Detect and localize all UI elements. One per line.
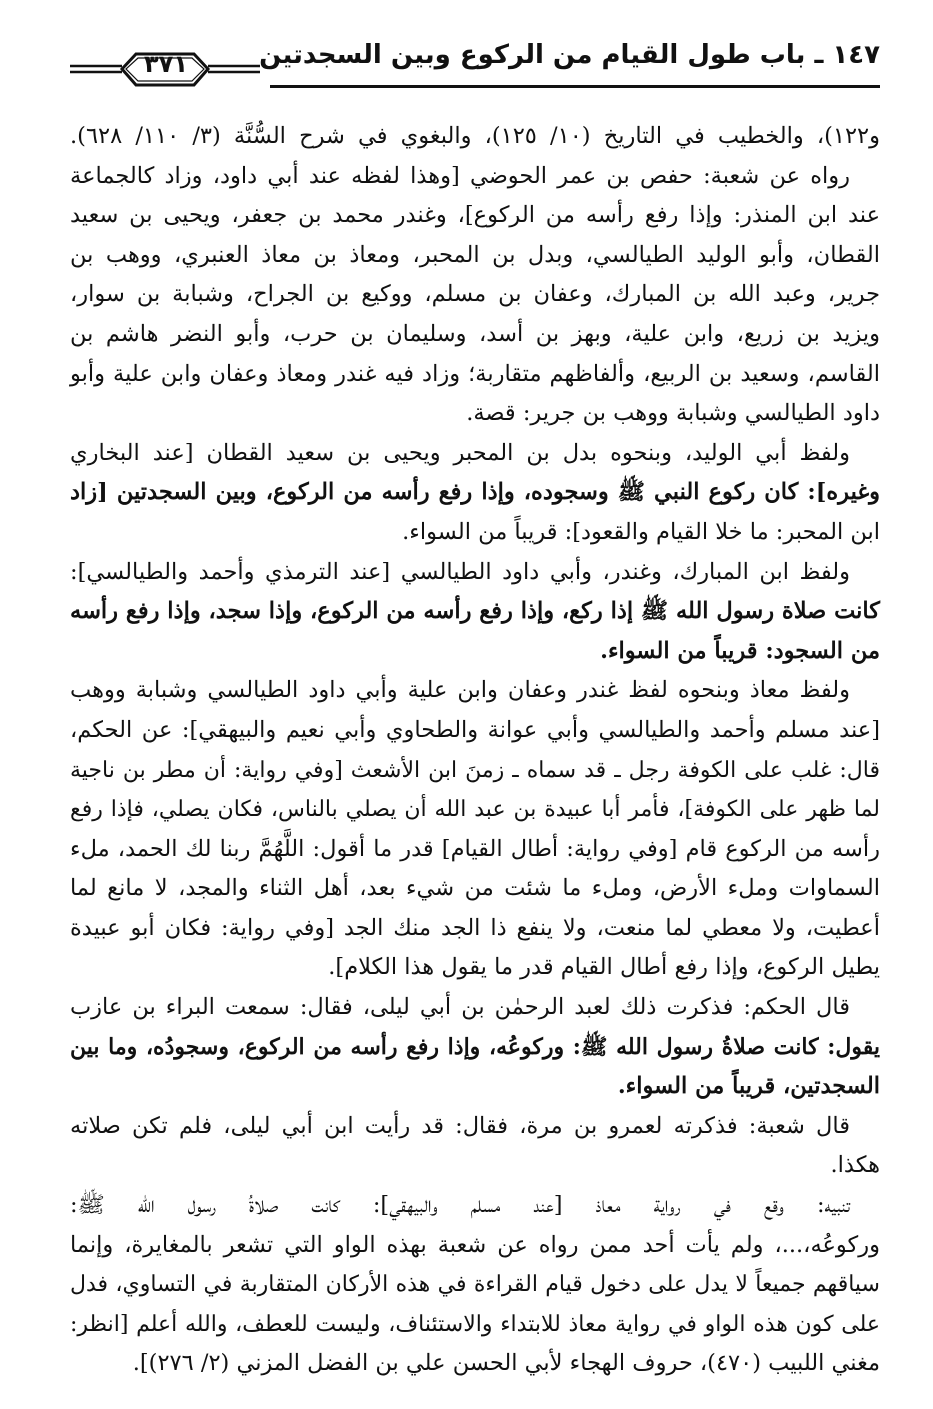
- text-line: هكذا.: [830, 1152, 880, 1179]
- note-line: سياقهم جميعاً لا يدل على دخول قيام القراءة في هذه الأركان المتقاربة في التساوي، فدل: [70, 1272, 880, 1298]
- text-line: قال الحكم: فذكرت ذلك لعبد الرحمٰن بن أبي ليلى، فقال: سمعت البراء بن عازب: [70, 994, 850, 1021]
- text-line: وغيره]: كان ركوع النبي ﷺ وسجوده، وإذا رفع رأسه من الركوع، وبين السجدتين [زاد: [70, 479, 880, 506]
- text-line: أعطيت، ولا معطي لما منعت، ولا ينفع ذا الجد منك الجد [وفي رواية: فكان أبو عبيدة: [70, 914, 880, 941]
- text-line: كانت صلاة رسول الله ﷺ إذا ركع، وإذا رفع رأسه من الركوع، وإذا سجد، وإذا رفع رأسه: [70, 598, 880, 625]
- note-line: على كون هذه الواو في رواية معاذ للابتداء والاستئناف، وليست للعطف، والله أعلم [انظر:: [70, 1311, 880, 1337]
- text-line: يطيل الركوع، وإذا رفع أطال القيام قدر ما يقول هذا الكلام].: [328, 954, 880, 981]
- text-line: لما ظهر على الكوفة]، فأمر أبا عبيدة بن عبد الله أن يصلي بالناس، فكان يصلي، فإذا رفع: [70, 797, 880, 823]
- text-line: القاسم، وسعيد بن الربيع، وألفاظهم متقاربة؛ وزاد فيه غندر ومعاذ وعفان وابن علية وأبو: [70, 360, 880, 387]
- note-line: مغني اللبيب (٤٧٠)، حروف الهجاء لأبي الحسن علي بن الفضل المزني (٢/ ٢٧٦)].: [132, 1350, 880, 1377]
- text-line: ابن المحبر: ما خلا القيام والقعود]: قريباً من السواء.: [402, 518, 880, 545]
- text-line: قال: غلب على الكوفة رجل ـ قد سماه ـ زمنَ ابن الأشعث [وفي رواية: أن مطر بن ناجية: [70, 757, 880, 783]
- text-line: ولفظ أبي الوليد، وبنحوه بدل بن المحبر ويحيى بن سعيد القطان [عند البخاري: [70, 439, 850, 466]
- header-rule: [270, 85, 880, 88]
- text-line: ولفظ ابن المبارك، وغندر، وأبي داود الطيالسي [عند الترمذي وأحمد والطيالسي]:: [70, 558, 850, 585]
- text-line: ويزيد بن زريع، وابن علية، وبهز بن أسد، وسليمان بن حرب، وأبو النضر هاشم بن: [70, 320, 880, 347]
- note-line: وركوعُه،...، ولم يأت أحد ممن رواه عن شعبة بهذه الواو التي تشعر بالمغايرة، وإنما: [70, 1231, 880, 1258]
- text-line: السجدتين، قريباً من السواء.: [617, 1073, 880, 1100]
- text-line: و١٢٢)، والخطيب في التاريخ (١٠/ ١٢٥)، والبغوي في شرح السُّنَّة (٣/ ١١٠/ ٦٢٨).: [70, 123, 881, 149]
- text-line: قال شعبة: فذكرته لعمرو بن مرة، فقال: قد رأيت ابن أبي ليلى، فلم تكن صلاته: [70, 1112, 850, 1139]
- text-line: يقول: كانت صلاةُ رسول الله ﷺ: وركوعُه، وإذا رفع رأسه من الركوع، وسجودُه، وما بين: [70, 1033, 880, 1060]
- text-line: رأسه من الركوع قام [وفي رواية: أطال القيام] قدر ما أقول: اللَّهُمَّ ربنا لك الحمد، ملء: [70, 835, 880, 862]
- text-line: داود الطيالسي وشبابة ووهب بن جرير: قصة.: [466, 400, 880, 427]
- text-line: رواه عن شعبة: حفص بن عمر الحوضي [وهذا لفظه عند أبي داود، وزاد كالجماعة: [70, 162, 850, 189]
- text-line: القطان، وأبو الوليد الطيالسي، وبدل بن المحبر، ومعاذ بن معاذ العنبري، ووهب بن: [70, 241, 880, 268]
- text-line: [عند مسلم وأحمد والطيالسي وأبي عوانة والطحاوي وأبي نعيم والبيهقي]: عن الحكم،: [70, 716, 880, 743]
- text-line: عند ابن المنذر: وإذا رفع رأسه من الركوع]، وغندر محمد بن جعفر، ويحيى بن سعيد: [70, 202, 880, 229]
- chapter-title: ١٤٧ ـ باب طول القيام من الركوع وبين السجدتين: [259, 40, 880, 70]
- text-line: من السجود: قريباً من السواء.: [600, 637, 880, 664]
- text-line: جرير، وعبد الله بن المبارك، وعفان بن مسلم، ووكيع بن الجراح، وشبابة بن سوار،: [70, 281, 880, 308]
- page-number: ٣٧١: [144, 50, 188, 78]
- text-line: ولفظ معاذ وبنحوه لفظ غندر وعفان وابن علية وأبي داود الطيالسي وشبابة ووهب: [70, 677, 850, 704]
- text-line: السماوات وملء الأرض، وملء ما شئت من شيء بعد، أهل الثناء والمجد، لا مانع لما: [70, 875, 880, 902]
- note-line: تنبيه: وقع في رواية معاذ [عند مسلم والبيهقي]: كانت صلاةُ رسول الله ﷺ:: [70, 1192, 850, 1219]
- running-header: [70, 30, 880, 100]
- page-body: [70, 117, 880, 1384]
